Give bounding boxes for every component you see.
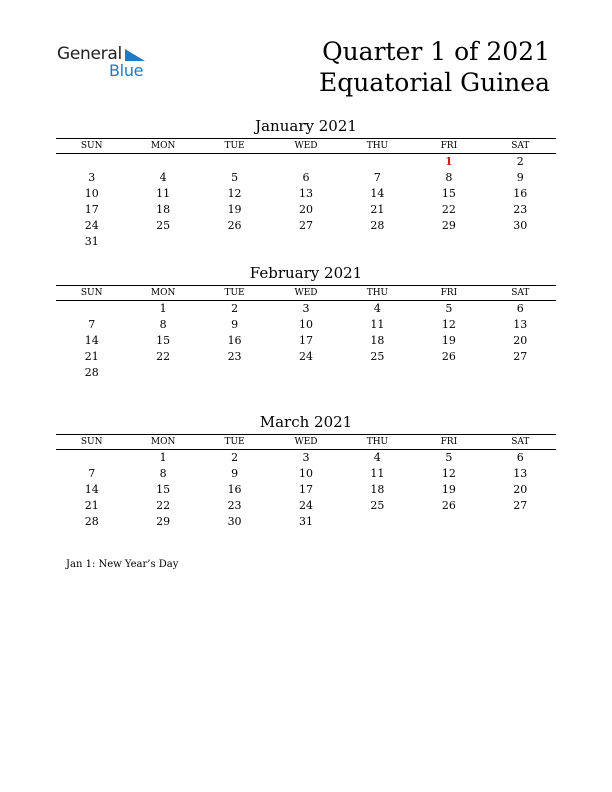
empty-day-cell [485, 514, 556, 530]
day-cell: 14 [370, 187, 385, 200]
day-cell: 4 [159, 171, 167, 184]
empty-day-cell [127, 154, 198, 170]
day-cell: 21 [84, 350, 99, 363]
month-january [56, 117, 556, 250]
day-cell: 14 [84, 483, 99, 496]
day-cell: 18 [370, 334, 385, 347]
month-march [56, 413, 556, 530]
day-cell: 21 [84, 499, 99, 512]
day-cell: 17 [298, 483, 313, 496]
empty-day-cell [342, 234, 413, 250]
day-cell: 7 [373, 171, 381, 184]
day-cell: 20 [513, 483, 528, 496]
empty-day-cell [56, 450, 127, 466]
day-cell: 2 [231, 302, 239, 315]
empty-day-cell [270, 154, 341, 170]
day-cell: 10 [84, 187, 99, 200]
day-cell: 29 [156, 515, 171, 528]
weekday-header: SAT [485, 435, 556, 450]
empty-day-cell [199, 365, 270, 381]
day-cell: 13 [513, 318, 528, 331]
weekday-header: SUN [56, 286, 127, 301]
day-cell: 16 [227, 334, 242, 347]
day-cell: 19 [227, 203, 242, 216]
day-cell: 16 [513, 187, 528, 200]
day-cell: 20 [298, 203, 313, 216]
day-cell: 2 [231, 451, 239, 464]
empty-day-cell [199, 154, 270, 170]
day-cell: 19 [441, 483, 456, 496]
month-title: January 2021 [255, 117, 357, 135]
day-cell: 12 [441, 318, 456, 331]
day-cell: 9 [516, 171, 524, 184]
day-cell: 30 [227, 515, 242, 528]
weekday-header: TUE [199, 435, 270, 450]
day-cell: 22 [156, 350, 171, 363]
day-cell: 5 [445, 451, 453, 464]
day-cell: 5 [231, 171, 239, 184]
day-cell: 29 [441, 219, 456, 232]
day-cell: 4 [373, 451, 381, 464]
empty-day-cell [270, 365, 341, 381]
weekday-header: WED [270, 435, 341, 450]
empty-day-cell [413, 365, 484, 381]
brand-logo [57, 44, 157, 82]
day-cell: 5 [445, 302, 453, 315]
day-cell: 28 [84, 515, 99, 528]
title-quarter: Quarter 1 of 2021 [322, 37, 550, 66]
day-cell: 24 [298, 499, 313, 512]
empty-day-cell [342, 365, 413, 381]
empty-day-cell [270, 234, 341, 250]
day-cell: 25 [370, 499, 385, 512]
weekday-header: THU [342, 286, 413, 301]
day-cell: 15 [156, 334, 171, 347]
day-cell: 31 [298, 515, 313, 528]
day-cell: 24 [298, 350, 313, 363]
day-cell: 7 [88, 318, 96, 331]
weekday-header: MON [127, 139, 198, 154]
empty-day-cell [199, 234, 270, 250]
day-cell: 2 [516, 155, 524, 168]
day-cell: 13 [298, 187, 313, 200]
weekday-header: THU [342, 435, 413, 450]
day-cell: 6 [302, 171, 310, 184]
day-cell: 12 [227, 187, 242, 200]
day-cell: 28 [370, 219, 385, 232]
month-february [56, 264, 556, 381]
day-cell: 19 [441, 334, 456, 347]
day-cell: 1 [159, 451, 167, 464]
day-cell: 27 [298, 219, 313, 232]
holiday-notes [66, 559, 178, 570]
day-cell: 7 [88, 467, 96, 480]
day-cell: 9 [231, 318, 239, 331]
calendar-grid [56, 435, 556, 530]
day-cell: 23 [227, 499, 242, 512]
empty-day-cell [127, 365, 198, 381]
weekday-header: TUE [199, 139, 270, 154]
weekday-header: THU [342, 139, 413, 154]
day-cell: 25 [156, 219, 171, 232]
logo-text-general: General [57, 44, 122, 64]
day-cell: 21 [370, 203, 385, 216]
day-cell: 9 [231, 467, 239, 480]
day-cell: 11 [370, 467, 385, 480]
weekday-header: FRI [413, 435, 484, 450]
day-cell: 16 [227, 483, 242, 496]
weekday-header: TUE [199, 286, 270, 301]
day-cell: 10 [298, 318, 313, 331]
day-cell: 4 [373, 302, 381, 315]
day-cell: 3 [88, 171, 96, 184]
day-cell: 28 [84, 366, 99, 379]
day-cell: 3 [302, 302, 310, 315]
day-cell: 31 [84, 235, 99, 248]
logo-text-blue: Blue [109, 61, 144, 80]
day-cell: 8 [445, 171, 453, 184]
day-cell: 18 [370, 483, 385, 496]
empty-day-cell [413, 514, 484, 530]
empty-day-cell [342, 154, 413, 170]
calendar-grid [56, 139, 556, 250]
day-cell: 3 [302, 451, 310, 464]
weekday-header: WED [270, 286, 341, 301]
day-cell: 11 [156, 187, 171, 200]
weekday-header: SUN [56, 435, 127, 450]
weekday-header: SUN [56, 139, 127, 154]
day-cell: 15 [156, 483, 171, 496]
holiday-note: Jan 1: New Year’s Day [66, 559, 179, 570]
day-cell: 6 [516, 302, 524, 315]
empty-day-cell [56, 154, 127, 170]
empty-day-cell [56, 301, 127, 317]
weekday-header: MON [127, 286, 198, 301]
weekday-header: SAT [485, 139, 556, 154]
weekday-header: FRI [413, 286, 484, 301]
day-cell: 26 [227, 219, 242, 232]
weekday-header: FRI [413, 139, 484, 154]
title-country: Equatorial Guinea [318, 68, 550, 97]
day-cell: 8 [159, 318, 167, 331]
day-cell: 1 [159, 302, 167, 315]
day-cell: 22 [441, 203, 456, 216]
empty-day-cell [485, 234, 556, 250]
weekday-header: SAT [485, 286, 556, 301]
day-cell: 17 [84, 203, 99, 216]
day-cell: 15 [441, 187, 456, 200]
day-cell: 22 [156, 499, 171, 512]
day-cell: 27 [513, 350, 528, 363]
empty-day-cell [485, 365, 556, 381]
empty-day-cell [127, 234, 198, 250]
day-cell: 27 [513, 499, 528, 512]
day-cell: 23 [513, 203, 528, 216]
day-cell: 23 [227, 350, 242, 363]
empty-day-cell [342, 514, 413, 530]
day-cell: 30 [513, 219, 528, 232]
weekday-header: MON [127, 435, 198, 450]
day-cell: 17 [298, 334, 313, 347]
day-cell: 18 [156, 203, 171, 216]
day-cell: 13 [513, 467, 528, 480]
day-cell: 8 [159, 467, 167, 480]
month-title: February 2021 [249, 264, 363, 282]
page-title [319, 36, 550, 98]
day-cell: 26 [441, 499, 456, 512]
day-cell: 20 [513, 334, 528, 347]
day-cell: 14 [84, 334, 99, 347]
day-cell: 10 [298, 467, 313, 480]
day-cell: 25 [370, 350, 385, 363]
calendar-grid [56, 286, 556, 381]
holiday-day-cell: 1 [445, 155, 453, 168]
day-cell: 11 [370, 318, 385, 331]
day-cell: 12 [441, 467, 456, 480]
empty-day-cell [413, 234, 484, 250]
weekday-header: WED [270, 139, 341, 154]
day-cell: 26 [441, 350, 456, 363]
day-cell: 6 [516, 451, 524, 464]
month-title: March 2021 [259, 413, 353, 431]
day-cell: 24 [84, 219, 99, 232]
